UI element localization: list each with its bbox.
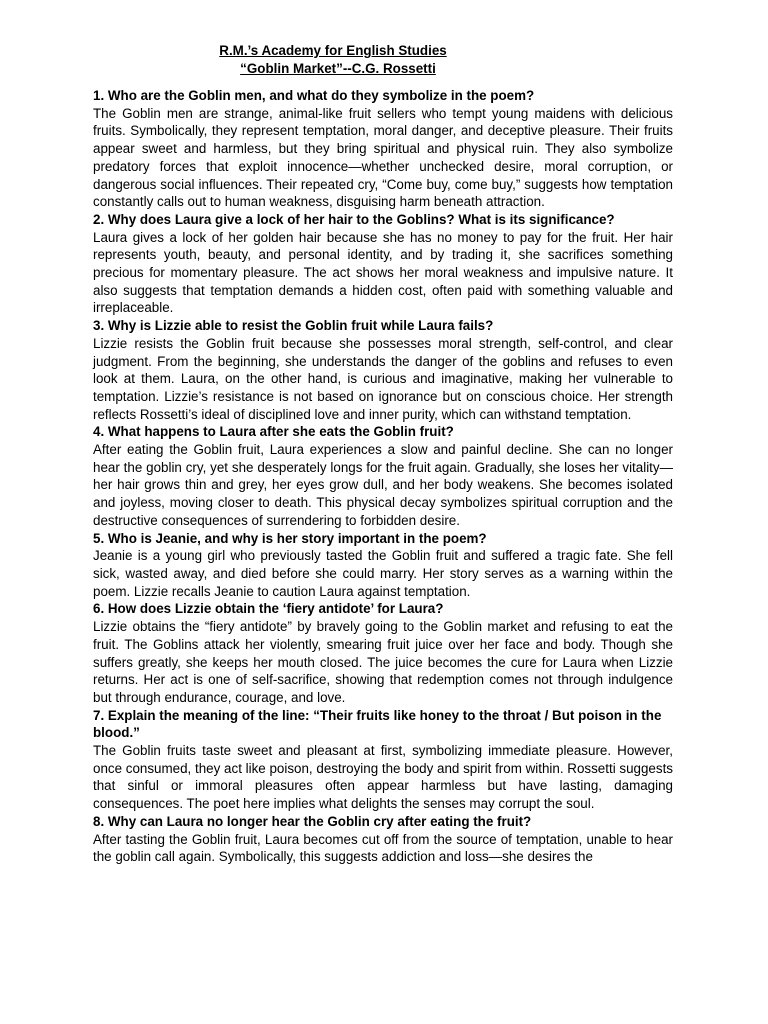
answer: The Goblin fruits taste sweet and pleasant at first, symbolizing immediate pleasure. However, once consumed, they act like poison, destroying the body and spirit from within. Rossetti suggests that sinful or immoral pleasures often appear harmless but have lasting, damaging consequences. The poet here implies what delights the senses may corrupt the soul. xyxy=(93,743,673,812)
answer: After eating the Goblin fruit, Laura experiences a slow and painful decline. She can no longer hear the goblin cry, yet she desperately longs for the fruit again. Gradually, she loses her vitality—her hair grows thin and grey, her eyes grow dull, and her body weakens. She becomes isolated and joyless, moving closer to death. This physical decay symbolizes spiritual corruption and the destructive consequences of surrendering to forbidden desire. xyxy=(93,442,673,528)
answer: Lizzie obtains the “fiery antidote” by bravely going to the Goblin market and refusing to eat the fruit. The Goblins attack her violently, smearing fruit juice over her face and body. Though she suffers greatly, she keeps her mouth closed. The juice becomes the cure for Laura when Lizzie returns. Her act is one of self-sacrifice, showing that redemption comes not through indulgence but through endurance, courage, and love. xyxy=(93,619,673,705)
answer: Laura gives a lock of her golden hair because she has no money to pay for the fruit. Her hair represents youth, beauty, and personal identity, and by trading it, she sacrifices something precious for momentary pleasure. The act shows her moral weakness and impulsive nature. It also suggests that temptation demands a hidden cost, often paid with something valuable and irreplaceable. xyxy=(93,229,673,316)
question: 4. What happens to Laura after she eats the Goblin fruit? xyxy=(93,424,454,440)
question: 2. Why does Laura give a lock of her hair to the Goblins? What is its significance? xyxy=(93,211,615,227)
poem-title: “Goblin Market”--C.G. Rossetti xyxy=(240,60,436,76)
question: 3. Why is Lizzie able to resist the Goblin fruit while Laura fails? xyxy=(93,318,494,334)
qa-item xyxy=(93,317,673,423)
qa-item xyxy=(93,600,673,706)
qa-item xyxy=(93,423,673,529)
answer: The Goblin men are strange, animal-like fruit sellers who tempt young maidens with delicious fruits. Symbolically, they represent temptation, moral danger, and deceptive pleasure. Their fruits appear sweet and harmless, but they bring spiritual and physical ruin. They also symbolize predatory forces that exploit innocence—whether unchecked desire, moral corruption, or dangerous social influences. Their repeated cry, “Come buy, come buy,” suggests how temptation constantly calls out to human weakness, disguising harm beneath attraction. xyxy=(93,105,673,210)
answer: Lizzie resists the Goblin fruit because she possesses moral strength, self-control, and clear judgment. From the beginning, she understands the danger of the goblins and refuses to even look at them. Laura, on the other hand, is curious and imaginative, making her vulnerable to temptation. Lizzie’s resistance is not based on ignorance but on conscious choice. Her strength reflects Rossetti’s ideal of disciplined love and inner purity, which can withstand temptation. xyxy=(93,335,673,422)
question: 5. Who is Jeanie, and why is her story important in the poem? xyxy=(93,530,487,546)
qa-item xyxy=(93,813,673,866)
question: 8. Why can Laura no longer hear the Goblin cry after eating the fruit? xyxy=(93,813,532,829)
question: 7. Explain the meaning of the line: “Their fruits like honey to the throat / But poison in the blood.” xyxy=(93,707,662,741)
qa-list xyxy=(93,87,673,866)
question: 1. Who are the Goblin men, and what do they symbolize in the poem? xyxy=(93,88,535,103)
qa-item xyxy=(93,211,673,317)
question: 6. How does Lizzie obtain the ‘fiery antidote’ for Laura? xyxy=(93,601,444,617)
answer: Jeanie is a young girl who previously tasted the Goblin fruit and suffered a tragic fate. She fell sick, wasted away, and died before she could marry. Her story serves as a warning within the poem. Lizzie recalls Jeanie to caution Laura against temptation. xyxy=(93,548,673,599)
document-header xyxy=(93,42,573,77)
qa-item xyxy=(93,530,673,601)
qa-item xyxy=(93,707,673,813)
answer: After tasting the Goblin fruit, Laura becomes cut off from the source of temptation, unable to hear the goblin call again. Symbolically, this suggests addiction and loss—she desires the xyxy=(93,831,673,865)
qa-item xyxy=(93,87,673,211)
document-page xyxy=(93,42,673,866)
academy-title: R.M.’s Academy for English Studies xyxy=(219,43,447,58)
